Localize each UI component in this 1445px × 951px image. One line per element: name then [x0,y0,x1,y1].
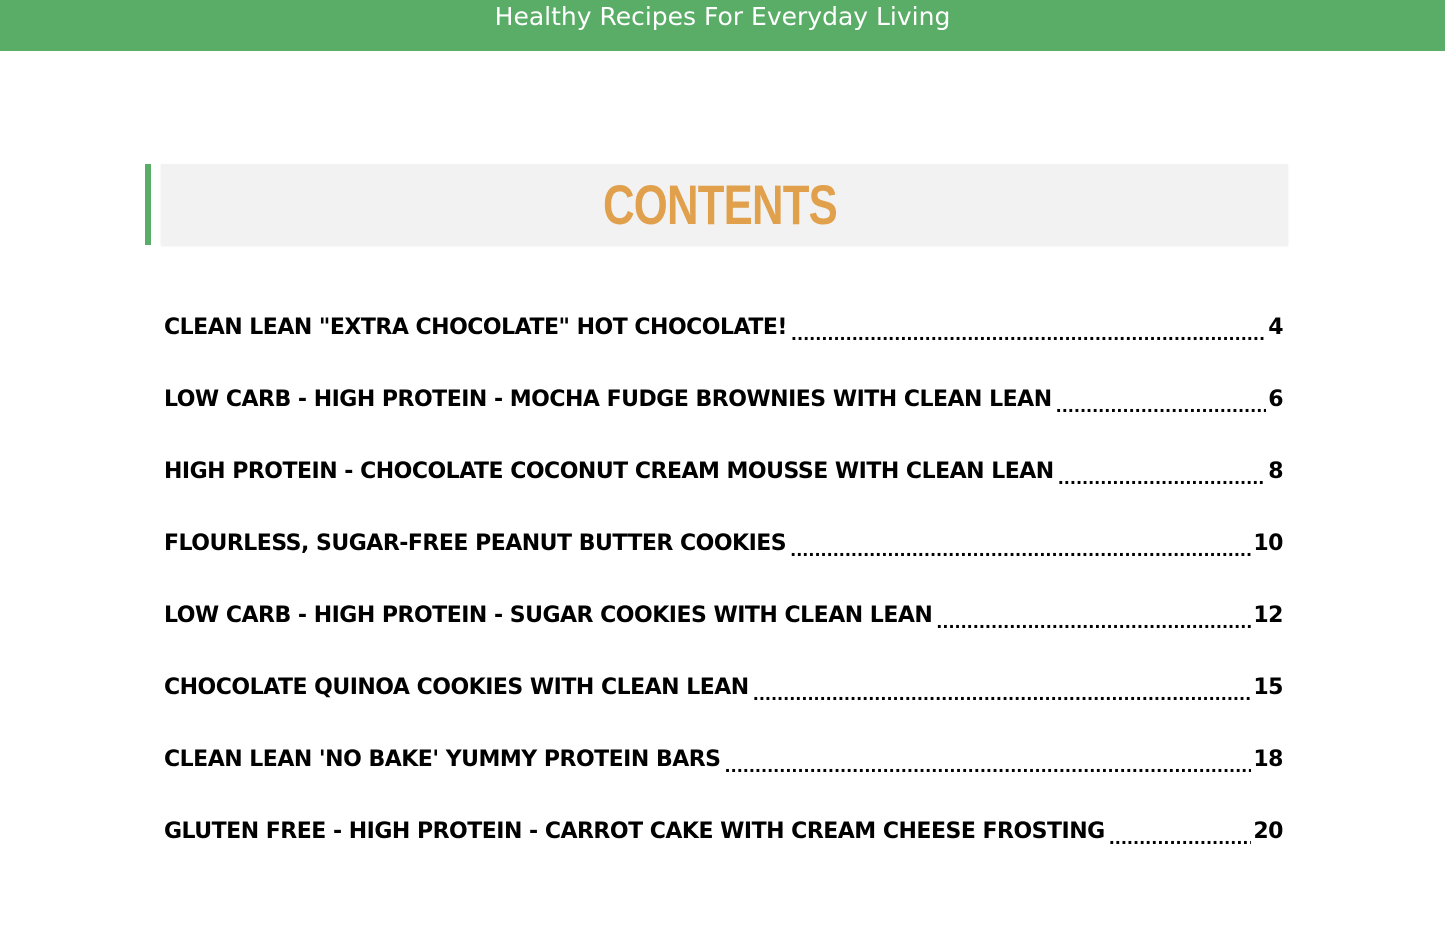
toc-entry-page: 12 [1253,603,1283,628]
toc-dot-leader [725,742,1252,778]
toc-entry-page: 20 [1253,819,1283,844]
toc-entry[interactable] [164,562,1283,634]
toc-entry-page: 4 [1268,315,1283,340]
toc-dot-leader [791,310,1266,346]
contents-heading-bar [145,164,1288,245]
toc-entry-title: GLUTEN FREE - HIGH PROTEIN - CARROT CAKE WITH CREAM CHEESE FROSTING [164,819,1105,844]
toc-entry[interactable] [164,310,1283,346]
toc-dot-leader [1056,382,1267,418]
toc-dot-leader [753,670,1252,706]
toc-entry-title: HIGH PROTEIN - CHOCOLATE COCONUT CREAM MOUSSE WITH CLEAN LEAN [164,459,1054,484]
header-banner [0,0,1445,51]
toc-entry[interactable] [164,418,1283,490]
toc-entry-title: CLEAN LEAN "EXTRA CHOCOLATE" HOT CHOCOLATE! [164,315,787,340]
toc-entry[interactable] [164,346,1283,418]
table-of-contents [164,310,1283,850]
toc-entry-page: 10 [1253,531,1283,556]
toc-entry-page: 6 [1268,387,1283,412]
toc-entry-title: CLEAN LEAN 'NO BAKE' YUMMY PROTEIN BARS [164,747,721,772]
contents-heading-panel [161,164,1288,245]
toc-entry-page: 18 [1253,747,1283,772]
toc-entry-title: FLOURLESS, SUGAR-FREE PEANUT BUTTER COOKIES [164,531,787,556]
toc-entry[interactable] [164,490,1283,562]
toc-entry-page: 8 [1268,459,1283,484]
toc-entry[interactable] [164,778,1283,850]
toc-entry-title: LOW CARB - HIGH PROTEIN - MOCHA FUDGE BROWNIES WITH CLEAN LEAN [164,387,1052,412]
toc-dot-leader [936,598,1251,634]
toc-dot-leader [790,526,1251,562]
toc-entry-title: LOW CARB - HIGH PROTEIN - SUGAR COOKIES WITH CLEAN LEAN [164,603,933,628]
contents-accent-stripe [145,164,151,245]
toc-dot-leader [1109,814,1252,850]
toc-entry-page: 15 [1253,675,1283,700]
contents-heading: CONTENTS [602,172,837,236]
banner-title: Healthy Recipes For Everyday Living [494,2,951,31]
toc-entry[interactable] [164,634,1283,706]
toc-entry-title: CHOCOLATE QUINOA COOKIES WITH CLEAN LEAN [164,675,749,700]
toc-dot-leader [1058,454,1266,490]
toc-entry[interactable] [164,706,1283,778]
